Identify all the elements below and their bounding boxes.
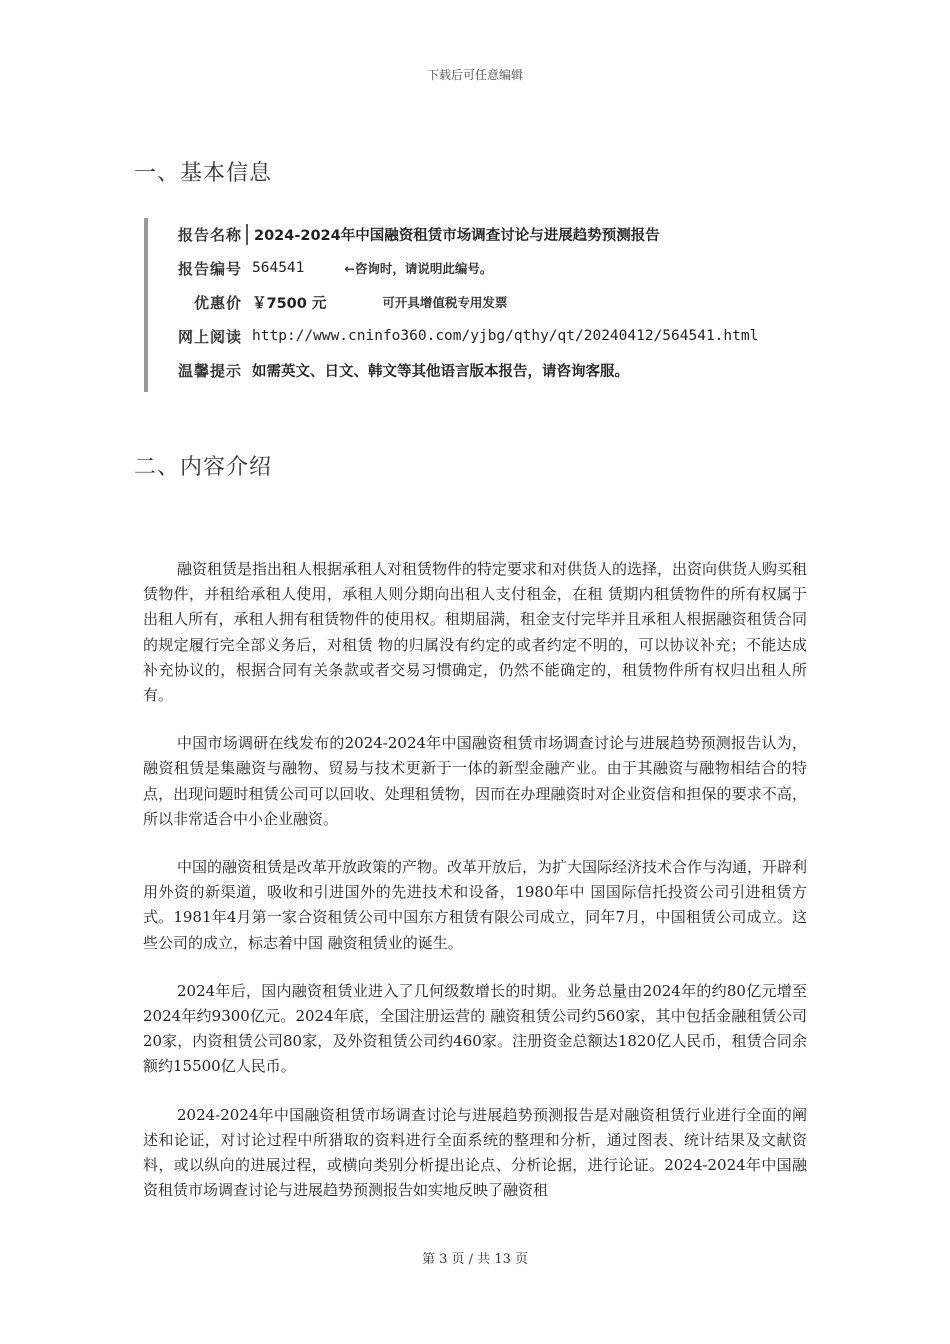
online-label: 网上阅读 (177, 327, 242, 346)
paragraph: 中国市场调研在线发布的2024-2024年中国融资租赁市场调查讨论与进展趋势预测报告认为，融资租赁是集融资与融物、贸易与技术更新于一体的新型金融产业。由于其融资与融物相结合的特点，出现问题时租赁公司可以回收、处理租赁物，因而在办理融资时对企业资信和担保的要求不高，所以非常适合中小企业融资。 (143, 734, 807, 828)
report-name-value: 2024-2024年中国融资租赁市场调查讨论与进展趋势预测报告 (246, 224, 660, 245)
content-body (143, 557, 807, 1226)
info-row-report-name (148, 220, 660, 248)
report-number-note: ←咨询时，请说明此编号。 (344, 261, 493, 276)
paragraph: 2024-2024年中国融资租赁市场调查讨论与进展趋势预测报告是对融资租赁行业进行全面的阐述和论证，对讨论过程中所猎取的资料进行全面系统的整理和分析，通过图表、统计结果及文献资料，或以纵向的进展过程，或横向类别分析提出论点、分析论据，进行论证。2024-2024年中国融资租赁市场调查讨论与进展趋势预测报告如实地反映了融资租 (143, 1105, 807, 1200)
info-block (144, 218, 848, 392)
price-note: 可开具增值税专用发票 (382, 295, 508, 310)
paragraph: 2024年后，国内融资租赁业进入了几何级数增长的时期。业务总量由2024年的约80亿元增至2024年约9300亿元。2024年底，全国注册运营的 融资租赁公司约560家，其中包括金融租赁公司20家，内资租赁公司80家，及外资租赁公司约460家。注册资金总额达1820亿人民币，租赁合同余额约15500亿人民币。 (143, 981, 807, 1076)
info-row-online (148, 322, 758, 350)
info-row-report-number (148, 254, 492, 282)
price-label: 优惠价 (193, 293, 242, 312)
section-title-basic-info: 一、基本信息 (134, 161, 273, 186)
header-note: 下载后可任意编辑 (426, 68, 523, 82)
report-number-label: 报告编号 (177, 259, 242, 278)
price-value: ￥7500 元 (252, 295, 327, 312)
tip-value: 如需英文、日文、韩文等其他语言版本报告，请咨询客服。 (252, 363, 629, 380)
page-footer: 第 3 页 / 共 13 页 (422, 1252, 528, 1267)
paragraph: 融资租赁是指出租人根据承租人对租赁物件的特定要求和对供货人的选择，出资向供货人购买租赁物件，并租给承租人使用，承租人则分期向出租人支付租金，在租 赁期内租赁物件的所有权属于出租人所有，承租人拥有租赁物件的使用权。租期届满，租金支付完毕并且承租人根据融资租赁合同的规定履行完全部义务后，对租赁 物的归属没有约定的或者约定不明的，可以协议补充；不能达成补充协议的，根据合同有关条款或者交易习惯确定，仍然不能确定的，租赁物件所有权归出租人所 有。 (143, 560, 808, 705)
online-link[interactable]: http://www.cninfo360.com/yjbg/qthy/qt/20240412/564541.html (252, 328, 759, 344)
info-row-tip (148, 356, 629, 384)
paragraph: 中国的融资租赁是改革开放政策的产物。改革开放后，为扩大国际经济技术合作与沟通，开辟利用外资的新渠道，吸收和引进国外的先进技术和设备，1980年中 国国际信托投资公司引进租赁方式。1981年4月第一家合资租赁公司中国东方租赁有限公司成立，同年7月，中国租赁公司成立。这些公司的成立，标志着中国 融资租赁业的诞生。 (143, 858, 808, 952)
section-title-content-intro: 二、内容介绍 (134, 455, 273, 480)
tip-label: 温馨提示 (177, 361, 242, 380)
report-name-label: 报告名称 (177, 225, 242, 244)
info-row-price (148, 288, 507, 316)
report-number-value: 564541 (252, 260, 305, 276)
